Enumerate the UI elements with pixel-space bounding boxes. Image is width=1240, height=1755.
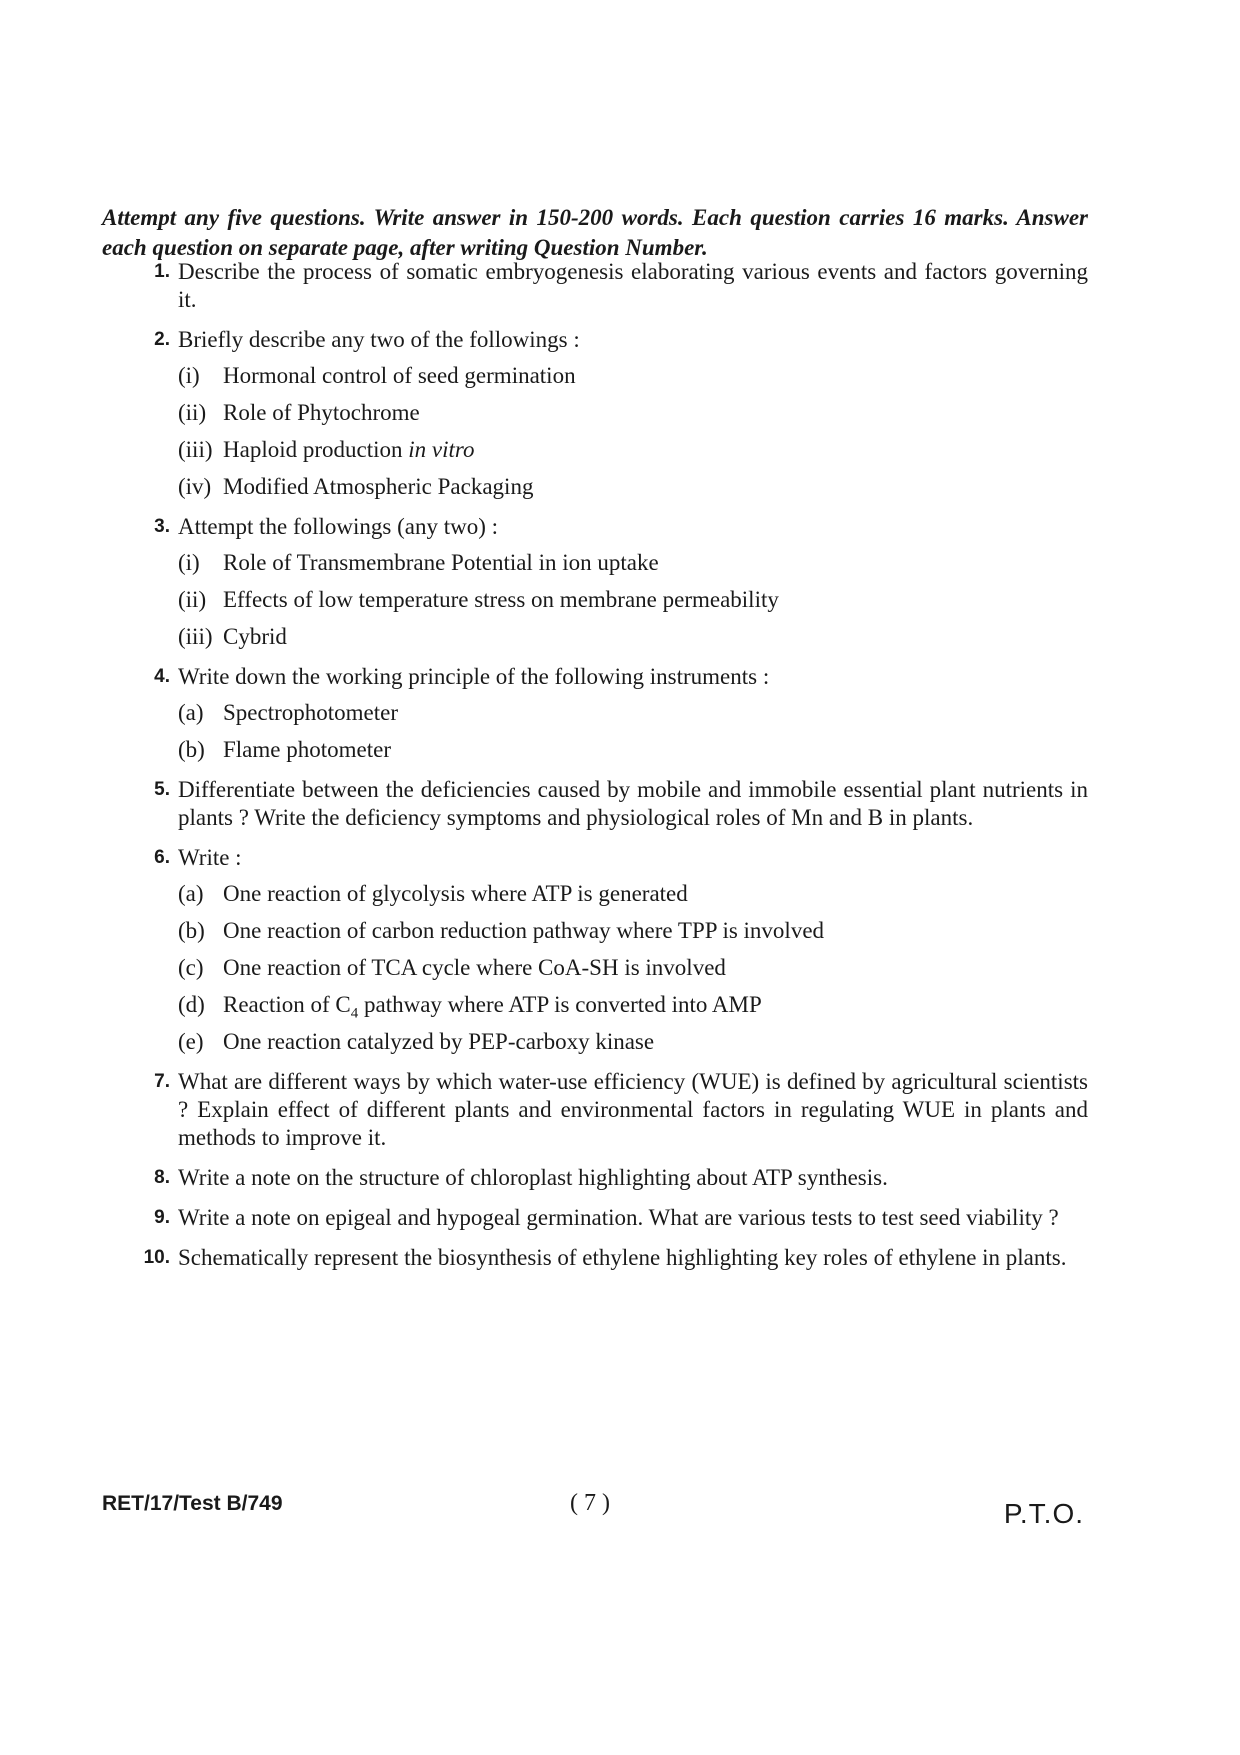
sub-item bbox=[178, 549, 1088, 577]
sub-item-list bbox=[178, 549, 1088, 651]
sub-item bbox=[178, 736, 1088, 764]
sub-item bbox=[178, 473, 1088, 501]
page-number: ( 7 ) bbox=[570, 1490, 610, 1516]
sub-item-marker: (iii) bbox=[178, 437, 213, 462]
question-number: 5. bbox=[154, 779, 170, 800]
question-text: Write down the working principle of the following instruments : bbox=[178, 664, 770, 689]
question-10 bbox=[102, 1244, 1088, 1272]
question-number: 6. bbox=[154, 847, 170, 868]
sub-item-marker: (b) bbox=[178, 918, 205, 943]
sub-item-text: Haploid production bbox=[223, 437, 403, 462]
question-6 bbox=[102, 844, 1088, 1056]
question-text: Schematically represent the biosynthesis of ethylene highlighting key roles of ethylene in plants. bbox=[178, 1245, 1067, 1270]
sub-item-marker: (e) bbox=[178, 1029, 204, 1054]
sub-item-list bbox=[178, 880, 1088, 1056]
sub-item-marker: (d) bbox=[178, 992, 205, 1017]
sub-item-marker: (b) bbox=[178, 737, 205, 762]
sub-item-text: Effects of low temperature stress on membrane permeability bbox=[223, 587, 779, 612]
question-text: Differentiate between the deficiencies caused by mobile and immobile essential plant nutrients in plants ? Write the deficiency symptoms and physiological roles of Mn and B in plants. bbox=[178, 777, 1088, 830]
question-number: 1. bbox=[154, 261, 170, 282]
question-text: Write a note on the structure of chloroplast highlighting about ATP synthesis. bbox=[178, 1165, 888, 1190]
sub-item-list bbox=[178, 362, 1088, 501]
sub-item-text: One reaction of glycolysis where ATP is generated bbox=[223, 881, 688, 906]
question-text: Write a note on epigeal and hypogeal germination. What are various tests to test seed viability ? bbox=[178, 1205, 1059, 1230]
question-number: 8. bbox=[154, 1167, 170, 1188]
question-text: What are different ways by which water-use efficiency (WUE) is defined by agricultural scientists ? Explain effect of different plants and environmental factors in regulating WUE in plants and methods to improve it. bbox=[178, 1069, 1088, 1150]
question-number: 10. bbox=[143, 1247, 170, 1268]
sub-item bbox=[178, 436, 1088, 464]
please-turn-over: P.T.O. bbox=[1003, 1498, 1084, 1529]
page-footer bbox=[102, 1492, 1088, 1532]
question-2 bbox=[102, 326, 1088, 501]
sub-item bbox=[178, 954, 1088, 982]
sub-item bbox=[178, 880, 1088, 908]
sub-item-text-before: Reaction of C bbox=[223, 992, 351, 1017]
question-number: 7. bbox=[154, 1071, 170, 1092]
question-text: Write : bbox=[178, 845, 242, 870]
sub-item-marker: (i) bbox=[178, 550, 200, 575]
question-number: 3. bbox=[154, 516, 170, 537]
sub-item-text: Spectrophotometer bbox=[223, 700, 399, 725]
question-9 bbox=[102, 1204, 1088, 1232]
sub-item-text: Role of Phytochrome bbox=[223, 400, 420, 425]
sub-item-text: Flame photometer bbox=[223, 737, 391, 762]
sub-item-marker: (ii) bbox=[178, 587, 207, 612]
sub-item bbox=[178, 623, 1088, 651]
question-number: 9. bbox=[154, 1207, 170, 1228]
question-3 bbox=[102, 513, 1088, 651]
sub-item bbox=[178, 1028, 1088, 1056]
sub-item-text: Cybrid bbox=[223, 624, 287, 649]
sub-item bbox=[178, 399, 1088, 427]
sub-item-text: One reaction catalyzed by PEP-carboxy kinase bbox=[223, 1029, 655, 1054]
sub-item bbox=[178, 991, 1088, 1022]
sub-item-marker: (a) bbox=[178, 700, 204, 725]
sub-item-text: One reaction of carbon reduction pathway where TPP is involved bbox=[223, 918, 825, 943]
question-text: Briefly describe any two of the followings : bbox=[178, 327, 580, 352]
question-1 bbox=[102, 258, 1088, 314]
question-number: 2. bbox=[154, 329, 170, 350]
sub-item-list bbox=[178, 699, 1088, 764]
sub-item-marker: (iv) bbox=[178, 474, 212, 499]
question-4 bbox=[102, 663, 1088, 764]
sub-item-text: Role of Transmembrane Potential in ion uptake bbox=[223, 550, 659, 575]
sub-item-marker: (c) bbox=[178, 955, 204, 980]
sub-item-marker: (i) bbox=[178, 363, 200, 388]
sub-item bbox=[178, 362, 1088, 390]
question-text: Describe the process of somatic embryogenesis elaborating various events and factors governing it. bbox=[178, 259, 1088, 312]
sub-item-text: Modified Atmospheric Packaging bbox=[223, 474, 534, 499]
sub-item-marker: (ii) bbox=[178, 400, 207, 425]
subscript-text: 4 bbox=[350, 1005, 359, 1022]
sub-item-text: Hormonal control of seed germination bbox=[223, 363, 576, 388]
test-code: RET/17/Test B/749 bbox=[102, 1492, 283, 1515]
sub-item bbox=[178, 917, 1088, 945]
question-list bbox=[102, 258, 1088, 1284]
sub-item-text-after: pathway where ATP is converted into AMP bbox=[358, 992, 762, 1017]
sub-item-text: One reaction of TCA cycle where CoA-SH is involved bbox=[223, 955, 726, 980]
question-7 bbox=[102, 1068, 1088, 1152]
sub-item bbox=[178, 699, 1088, 727]
question-5 bbox=[102, 776, 1088, 832]
sub-item bbox=[178, 586, 1088, 614]
sub-item-marker: (a) bbox=[178, 881, 204, 906]
question-8 bbox=[102, 1164, 1088, 1192]
sub-item-italic-text: in vitro bbox=[408, 437, 475, 462]
question-number: 4. bbox=[154, 666, 170, 687]
sub-item-marker: (iii) bbox=[178, 624, 213, 649]
question-text: Attempt the followings (any two) : bbox=[178, 514, 499, 539]
exam-instructions: Attempt any five questions. Write answer in 150-200 words. Each question carries 16 marks. Answer each question on separate page, after writing Question Number. bbox=[102, 205, 1088, 260]
